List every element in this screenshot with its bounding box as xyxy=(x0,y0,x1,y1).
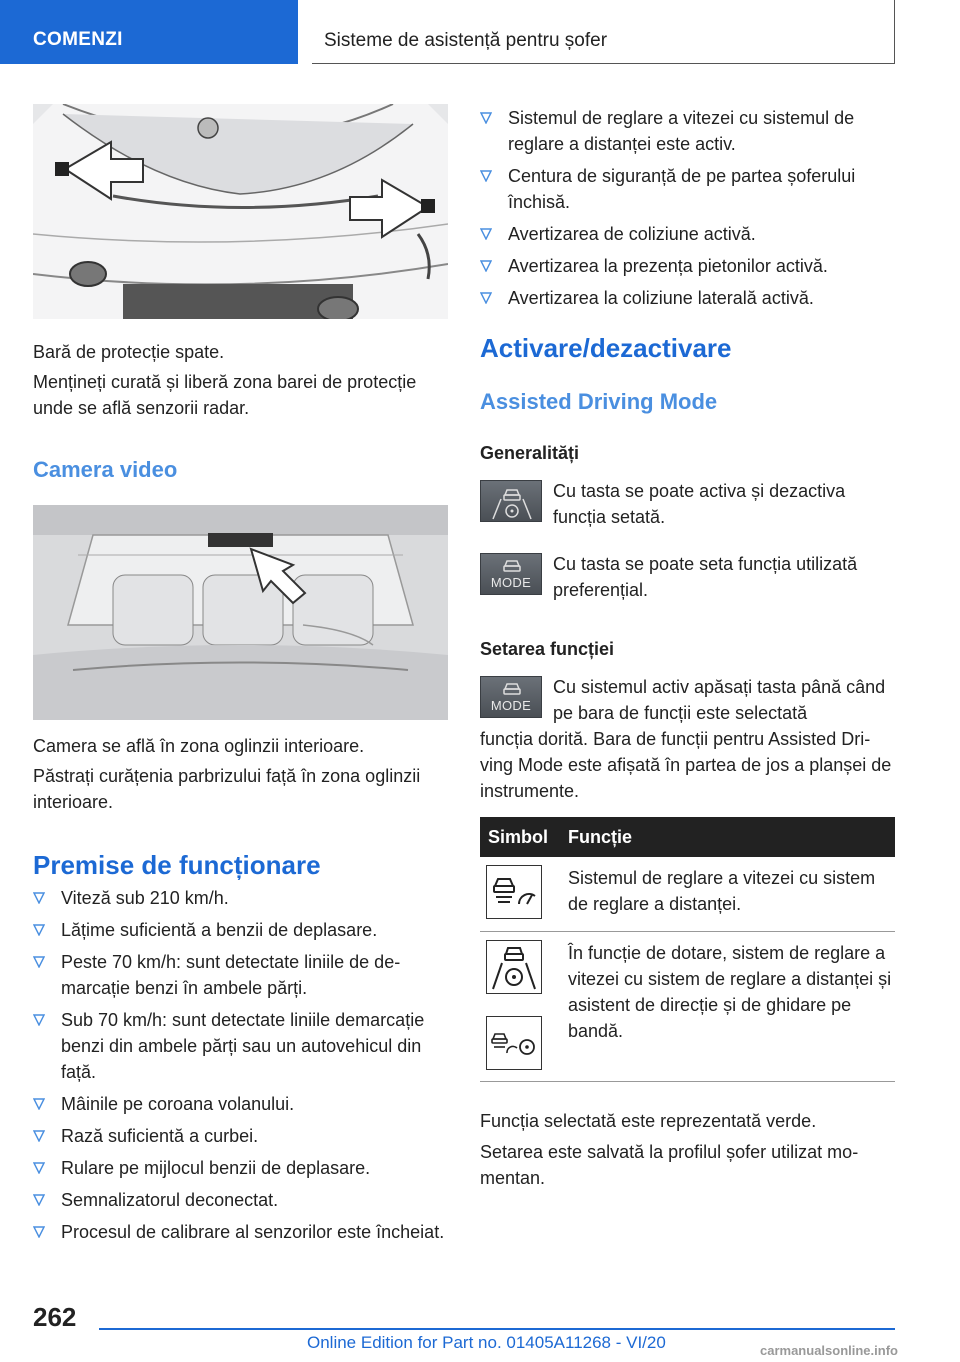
triangle-bullet-icon xyxy=(480,228,492,240)
list-item: Avertizarea la coliziune laterală activă. xyxy=(480,285,896,311)
list-item: Sistemul de reglare a vitezei cu sistemul de reglare a distanței este activ. xyxy=(480,105,896,157)
triangle-bullet-icon xyxy=(33,1014,45,1026)
table-header xyxy=(480,817,895,857)
after-table-text-2: Setarea este salvată la profilul șofer utilizat momentan. xyxy=(480,1142,859,1188)
col-function-header: Funcție xyxy=(568,827,633,847)
premise-list xyxy=(33,885,451,1251)
interior-camera-illustration xyxy=(33,505,448,720)
col-symbol-header: Simbol xyxy=(488,827,549,847)
steering-assist-icon xyxy=(487,941,541,993)
list-item: Semnalizatorul deconectat. xyxy=(33,1187,451,1213)
triangle-bullet-icon xyxy=(480,260,492,272)
list-item: Avertizarea de coliziune activă. xyxy=(480,221,896,247)
bumper-caption: Bară de protecție spate. xyxy=(33,342,225,362)
general-text-1: Cu tasta se poate activa și dezactiva funcția setată. xyxy=(553,481,846,527)
triangle-bullet-icon xyxy=(33,1194,45,1206)
steering-assist-icon xyxy=(481,481,543,523)
mode-key-label: MODE xyxy=(490,698,532,713)
triangle-bullet-icon xyxy=(33,892,45,904)
adm-heading: Assisted Driving Mode xyxy=(480,389,718,414)
triangle-bullet-icon xyxy=(33,1098,45,1110)
chapter-header xyxy=(312,0,895,64)
section-title: COMENZI xyxy=(33,29,123,50)
symbol-cell xyxy=(486,940,542,994)
triangle-bullet-icon xyxy=(480,170,492,182)
mode-key-label: MODE xyxy=(490,575,532,590)
list-item: Centura de siguranță de pe partea șoferului închisă. xyxy=(480,163,896,215)
assist-key-button xyxy=(480,480,542,522)
symbol-cell xyxy=(486,865,542,919)
general-text-2: Cu tasta se poate seta funcția utilizată preferențial. xyxy=(553,554,858,600)
watermark: carmanualsonline.info xyxy=(760,1343,898,1358)
list-item: Rază suficientă a curbei. xyxy=(33,1123,451,1149)
triangle-bullet-icon xyxy=(33,956,45,968)
list-item: Viteză sub 210 km/h. xyxy=(33,885,451,911)
speed-distance-icon xyxy=(487,866,541,918)
setting-text-a: Cu sistemul activ apăsați tasta până când pe bara de funcții este selectată xyxy=(553,677,886,723)
rear-bumper-illustration xyxy=(33,104,448,319)
triangle-bullet-icon xyxy=(480,292,492,304)
list-item: Lățime suficientă a benzii de deplasare. xyxy=(33,917,451,943)
triangle-bullet-icon xyxy=(480,112,492,124)
mode-key-button xyxy=(480,553,542,595)
triangle-bullet-icon xyxy=(33,1162,45,1174)
setting-heading: Setarea funcției xyxy=(480,639,615,659)
triangle-bullet-icon xyxy=(33,924,45,936)
triangle-bullet-icon xyxy=(33,1226,45,1238)
symbol-cell xyxy=(486,1016,542,1070)
footer-divider xyxy=(99,1328,895,1330)
camera-heading: Camera video xyxy=(33,457,178,482)
conditions-list xyxy=(480,105,896,317)
list-item: Mâinile pe coroana volanului. xyxy=(33,1091,451,1117)
general-heading: Generalități xyxy=(480,443,580,463)
list-item: Sub 70 km/h: sunt detectate liniile demarcație benzi din ambele părți sau un autovehicul din față. xyxy=(33,1007,451,1085)
bumper-text: Mențineți curată și liberă zona barei de protecție unde se află senzorii radar. xyxy=(33,372,417,418)
setting-text-b: funcția dorită. Bara de funcții pentru Assisted Driving Mode este afișată în partea de jos a planșei de instrumente. xyxy=(480,729,892,801)
page-number: 262 xyxy=(33,1302,77,1332)
row2-text: În funcție de dotare, sistem de reglare a vitezei cu sistem de reglare a distanței și asistent de direcție și de ghidare pe bandă. xyxy=(568,943,892,1041)
table-row xyxy=(480,932,895,1082)
triangle-bullet-icon xyxy=(33,1130,45,1142)
list-item: Peste 70 km/h: sunt detectate liniile de demarcație benzi în ambele părți. xyxy=(33,949,451,1001)
list-item: Rulare pe mijlocul benzii de deplasare. xyxy=(33,1155,451,1181)
list-item: Procesul de calibrare al senzorilor este încheiat. xyxy=(33,1219,451,1245)
section-tab xyxy=(0,0,298,64)
camera-text: Păstrați curățenia parbrizului față în zona oglinzii interioare. xyxy=(33,766,421,812)
table-row xyxy=(480,857,895,932)
list-item: Avertizarea la prezența pietonilor activă. xyxy=(480,253,896,279)
row1-text: Sistemul de reglare a vitezei cu sistem de reglare a distanței. xyxy=(568,868,876,914)
edition-note: Online Edition for Part no. 01405A11268 - VI/20 xyxy=(307,1333,666,1352)
premise-heading: Premise de funcționare xyxy=(33,850,321,880)
function-table xyxy=(480,817,895,1082)
after-table-text-1: Funcția selectată este reprezentată verde. xyxy=(480,1111,817,1131)
activation-heading: Activare/dezactivare xyxy=(480,333,732,363)
camera-caption: Camera se află în zona oglinzii interioare. xyxy=(33,736,365,756)
chapter-title: Sisteme de asistență pentru șofer xyxy=(324,30,608,51)
speed-steering-icon xyxy=(487,1017,541,1069)
mode-key-button xyxy=(480,676,542,718)
